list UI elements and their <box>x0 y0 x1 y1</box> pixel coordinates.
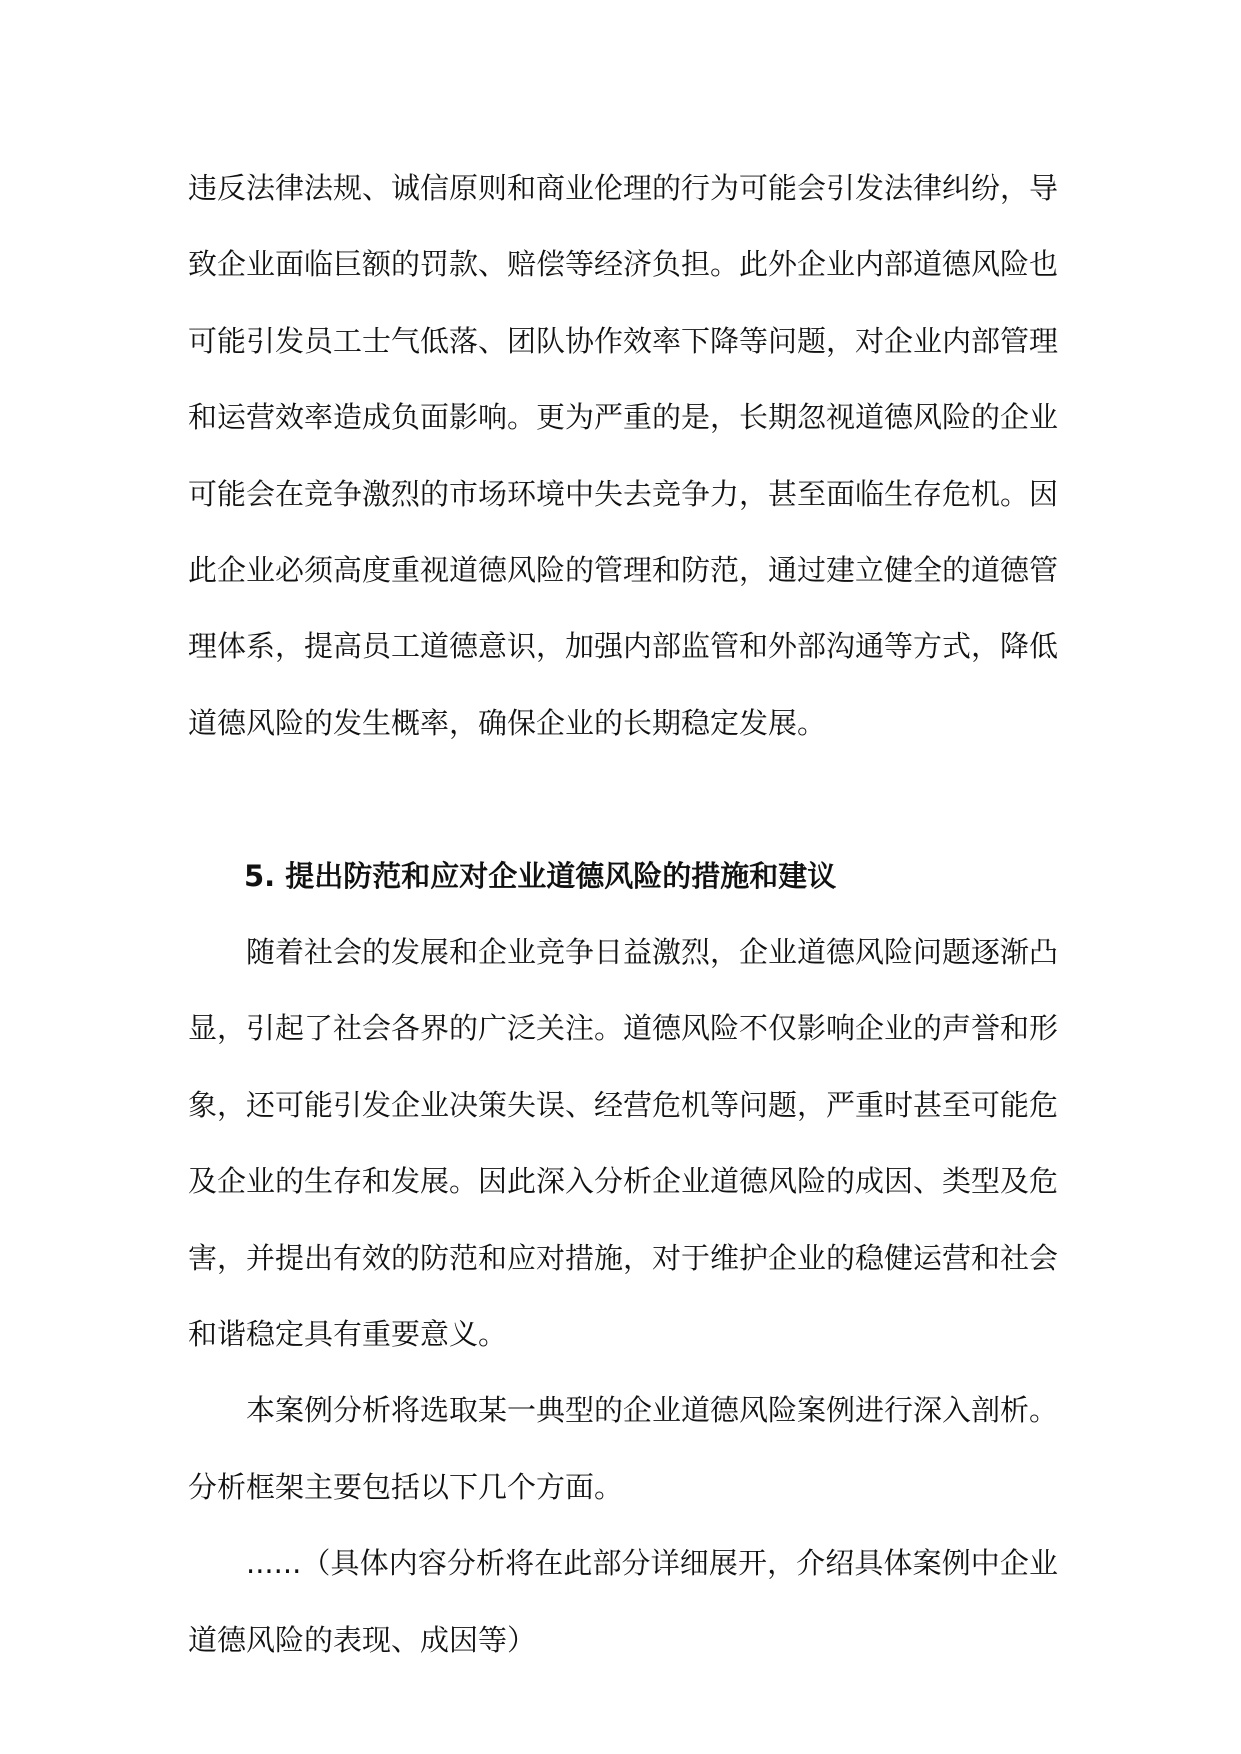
body-paragraph: 本案例分析将选取某一典型的企业道德风险案例进行深入剖析。分析框架主要包括以下几个方面。 <box>188 1393 1059 1504</box>
body-paragraph: 随着社会的发展和企业竞争日益激烈，企业道德风险问题逐渐凸显，引起了社会各界的广泛关注。道德风险不仅影响企业的声誉和形象，还可能引发企业决策失误、经营危机等问题，严重时甚至可能危及企业的生存和发展。因此深入分析企业道德风险的成因、类型及危害，并提出有效的防范和应对措施，对于维护企业的稳健运营和社会和谐稳定具有重要意义。 <box>188 935 1059 1352</box>
body-paragraph: 违反法律法规、诚信原则和商业伦理的行为可能会引发法律纠纷，导致企业面临巨额的罚款、赔偿等经济负担。此外企业内部道德风险也可能引发员工士气低落、团队协作效率下降等问题，对企业内部管理和运营效率造成负面影响。更为严重的是，长期忽视道德风险的企业可能会在竞争激烈的市场环境中失去竞争力，甚至面临生存危机。因此企业必须高度重视道德风险的管理和防范，通过建立健全的道德管理体系，提高员工道德意识，加强内部监管和外部沟通等方式，降低道德风险的发生概率，确保企业的长期稳定发展。 <box>188 171 1059 740</box>
document-body <box>188 150 1058 1678</box>
body-paragraph: ......（具体内容分析将在此部分详细展开，介绍具体案例中企业道德风险的表现、成因等） <box>188 1546 1058 1657</box>
section-heading: 5. 提出防范和应对企业道德风险的措施和建议 <box>244 858 837 893</box>
paragraph-spacer <box>188 761 1058 837</box>
